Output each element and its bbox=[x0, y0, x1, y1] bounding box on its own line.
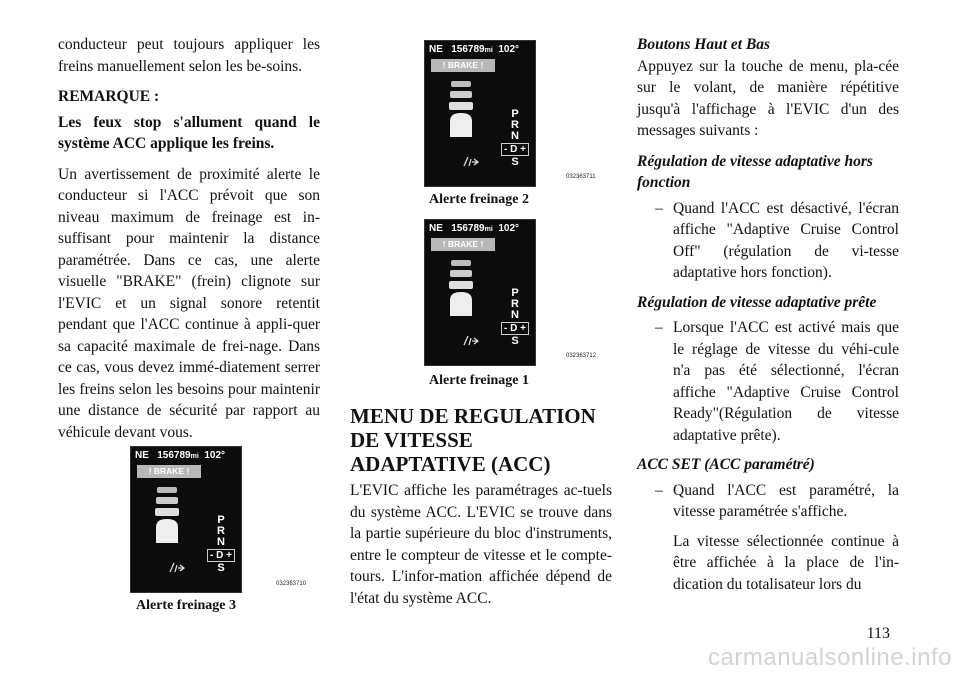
subsection-title: Régulation de vitesse adaptative prête bbox=[637, 293, 877, 311]
figure-caption: Alerte freinage 2 bbox=[428, 192, 530, 207]
paragraph: L'EVIC affiche les paramétrages ac-tuels du système ACC. L'EVIC se trouve dans la partie supérieure du bloc d'instruments, entre le compteur de vitesse et le compte-tours. L'infor-mation affichée dépend de l'état du système ACC. bbox=[350, 482, 612, 607]
list-item: – Quand l'ACC est désactivé, l'écran affiche "Adaptive Cruise Control Off" (régulation de vi-tesse adaptative hors fonction). bbox=[655, 199, 899, 281]
brake-warning: ! BRAKE ! bbox=[431, 59, 495, 72]
right-column bbox=[637, 34, 899, 604]
page-number: 113 bbox=[866, 625, 890, 642]
subsection-title: Régulation de vitesse adaptative hors fonction bbox=[637, 152, 873, 191]
note-text: Les feux stop s'allument quand le système ACC applique les freins. bbox=[58, 113, 320, 152]
list-dash: – bbox=[655, 319, 663, 336]
gear-indicator: P R N - D + S bbox=[511, 288, 519, 347]
vehicle-ahead-icon bbox=[447, 81, 475, 137]
paragraph: Un avertissement de proximité alerte le conducteur si l'ACC prévoit que son niveau maximum de freinage est in-suffisant pour maintenir la distance paramétrée. Dans ce cas, une alerte visuelle "BRAKE" (frein) clignote sur l'EVIC et un signal sonore retentit pendant que l'ACC continue à appli-quer sa capacité maximale de frei-nage. Dans ce cas, vous devez immé-diatement serrer les freins selon les besoins pour maintenir une distance de sécurité par rapport au véhicule devant vous. bbox=[58, 165, 320, 441]
acc-icon bbox=[463, 156, 479, 167]
vehicle-ahead-icon bbox=[447, 260, 475, 316]
evic-display bbox=[424, 219, 536, 366]
middle-column bbox=[350, 398, 612, 618]
brake-warning: ! BRAKE ! bbox=[431, 238, 495, 251]
gear-indicator: P R N - D + S bbox=[217, 515, 225, 574]
paragraph: La vitesse sélectionnée continue à être affichée à la place de l'in-dication du totalisateur lors du bbox=[673, 532, 899, 593]
gear-indicator: P R N - D + S bbox=[511, 109, 519, 168]
figure-code: 032363712 bbox=[566, 353, 597, 359]
subsection-title: Boutons Haut et Bas bbox=[637, 36, 771, 53]
acc-icon bbox=[169, 562, 185, 573]
paragraph: conducteur peut toujours appliquer les freins manuellement selon les be-soins. bbox=[58, 36, 320, 75]
subsection-title: ACC SET (ACC paramétré) bbox=[637, 456, 815, 473]
list-dash: – bbox=[655, 481, 663, 499]
acc-icon bbox=[463, 335, 479, 346]
figure-code: 032363711 bbox=[566, 174, 596, 180]
brake-warning: ! BRAKE ! bbox=[137, 465, 201, 478]
display-status-line: NE 156789mi 102° bbox=[429, 44, 520, 55]
left-column bbox=[58, 34, 320, 452]
evic-display bbox=[130, 446, 242, 593]
figure-code: 032363710 bbox=[276, 581, 307, 587]
list-item: – Quand l'ACC est paramétré, la vitesse paramétrée s'affiche. bbox=[655, 481, 899, 520]
display-status-line: NE 156789mi 102° bbox=[429, 223, 520, 234]
list-item: – Lorsque l'ACC est activé mais que le réglage de vitesse du véhi-cule n'a pas été sélectionné, l'écran affiche "Adaptive Cruise Control Ready"(Régulation de vitesse adaptative prête). bbox=[655, 319, 899, 444]
figure-caption: Alerte freinage 1 bbox=[428, 373, 530, 388]
evic-display bbox=[424, 40, 536, 187]
note-label: REMARQUE : bbox=[58, 88, 160, 105]
section-heading: MENU DE REGULATION DE VITESSE ADAPTATIVE (ACC) bbox=[350, 404, 596, 476]
figure-caption: Alerte freinage 3 bbox=[135, 598, 237, 613]
watermark: carmanualsonline.info bbox=[708, 644, 952, 671]
paragraph: Appuyez sur la touche de menu, pla-cée sur le volant, de manière répétitive jusqu'à l'affichage à l'EVIC d'un des messages suivants : bbox=[637, 57, 899, 139]
display-status-line: NE 156789mi 102° bbox=[135, 450, 226, 461]
list-dash: – bbox=[655, 199, 663, 217]
vehicle-ahead-icon bbox=[153, 487, 181, 543]
